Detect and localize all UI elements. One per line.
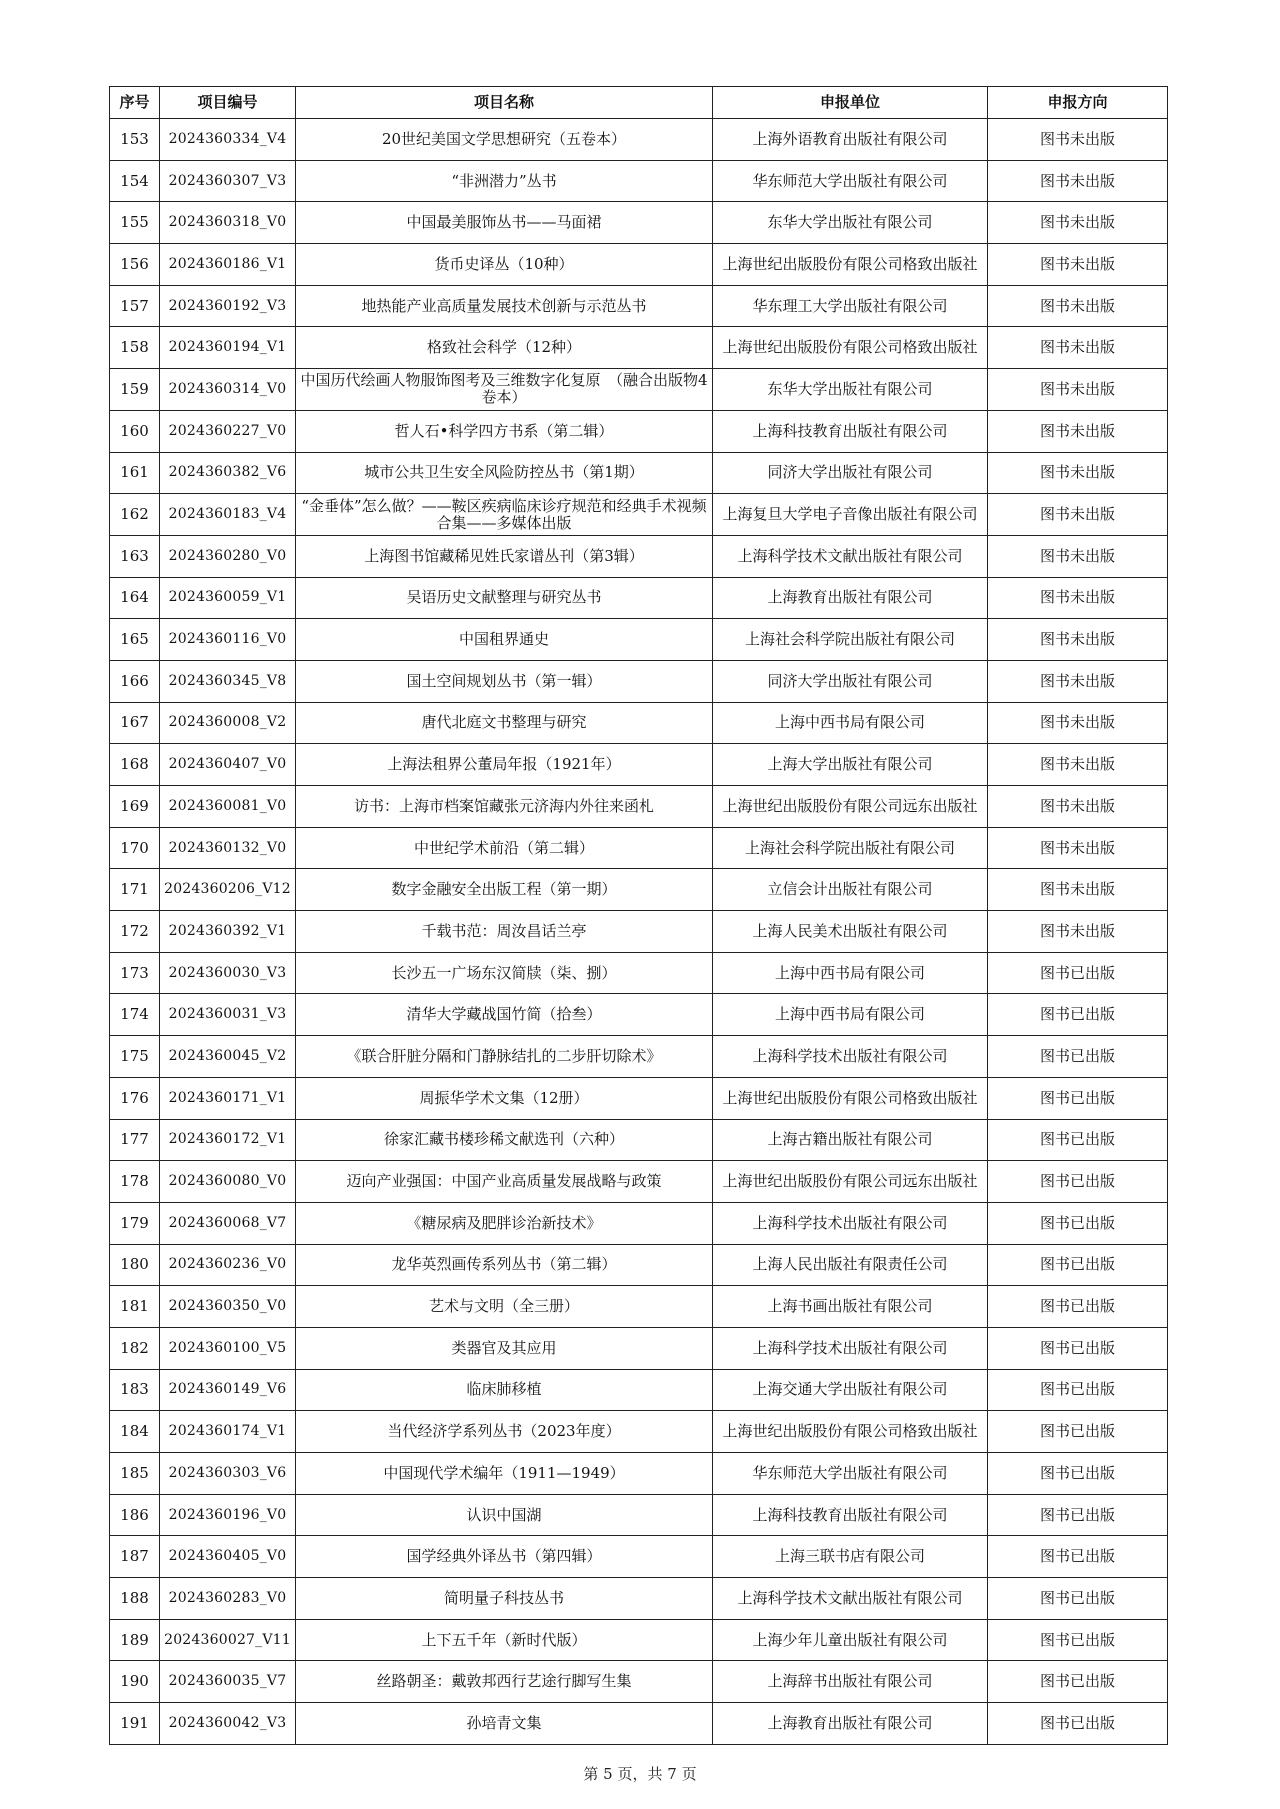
cell-project-name: 迈向产业强国：中国产业高质量发展战略与政策 [296,1161,713,1203]
cell-project-name: 清华大学藏战国竹简（拾叁） [296,994,713,1036]
cell-serial-number: 165 [110,619,160,661]
cell-category: 图书已出版 [988,1286,1168,1328]
cell-project-code: 2024360382_V6 [160,452,296,494]
cell-serial-number: 182 [110,1327,160,1369]
cell-project-code: 2024360350_V0 [160,1286,296,1328]
cell-project-code: 2024360174_V1 [160,1411,296,1453]
table-row [110,1369,1168,1411]
table-row [110,1578,1168,1620]
cell-serial-number: 158 [110,327,160,369]
cell-project-name: 《糖尿病及肥胖诊治新技术》 [296,1202,713,1244]
cell-serial-number: 184 [110,1411,160,1453]
cell-serial-number: 191 [110,1703,160,1745]
cell-serial-number: 163 [110,535,160,577]
table-row [110,619,1168,661]
cell-category: 图书未出版 [988,786,1168,828]
table-body [110,119,1168,1745]
cell-category: 图书未出版 [988,702,1168,744]
cell-serial-number: 174 [110,994,160,1036]
cell-applicant: 上海古籍出版社有限公司 [713,1119,988,1161]
cell-category: 图书未出版 [988,869,1168,911]
cell-applicant: 上海世纪出版股份有限公司格致出版社 [713,1077,988,1119]
cell-category: 图书未出版 [988,744,1168,786]
cell-project-name: 上下五千年（新时代版） [296,1619,713,1661]
cell-category: 图书已出版 [988,1327,1168,1369]
cell-applicant: 上海书画出版社有限公司 [713,1286,988,1328]
cell-project-name: 长沙五一广场东汉简牍（柒、捌） [296,952,713,994]
cell-serial-number: 156 [110,244,160,286]
header-applicant: 申报单位 [713,87,988,119]
cell-project-name: 国学经典外译丛书（第四辑） [296,1536,713,1578]
cell-project-name: 中国租界通史 [296,619,713,661]
cell-project-code: 2024360059_V1 [160,577,296,619]
cell-project-code: 2024360031_V3 [160,994,296,1036]
cell-project-code: 2024360194_V1 [160,327,296,369]
cell-project-code: 2024360334_V4 [160,119,296,161]
cell-project-code: 2024360042_V3 [160,1703,296,1745]
cell-applicant: 上海三联书店有限公司 [713,1536,988,1578]
cell-project-code: 2024360149_V6 [160,1369,296,1411]
cell-category: 图书已出版 [988,1453,1168,1495]
cell-serial-number: 171 [110,869,160,911]
table-row [110,1453,1168,1495]
table-header [110,87,1168,119]
cell-category: 图书已出版 [988,1661,1168,1703]
table-row [110,869,1168,911]
table-row [110,1286,1168,1328]
table-row [110,577,1168,619]
cell-category: 图书已出版 [988,1036,1168,1078]
cell-serial-number: 154 [110,160,160,202]
cell-applicant: 上海中西书局有限公司 [713,952,988,994]
cell-serial-number: 189 [110,1619,160,1661]
cell-project-code: 2024360318_V0 [160,202,296,244]
cell-serial-number: 185 [110,1453,160,1495]
cell-category: 图书未出版 [988,494,1168,536]
cell-serial-number: 178 [110,1161,160,1203]
table-row [110,1703,1168,1745]
cell-project-name: 中世纪学术前沿（第二辑） [296,827,713,869]
cell-project-code: 2024360307_V3 [160,160,296,202]
cell-serial-number: 175 [110,1036,160,1078]
cell-applicant: 上海科技教育出版社有限公司 [713,1494,988,1536]
table-row [110,786,1168,828]
cell-category: 图书已出版 [988,1369,1168,1411]
cell-project-name: 简明量子科技丛书 [296,1578,713,1620]
cell-project-code: 2024360100_V5 [160,1327,296,1369]
cell-serial-number: 190 [110,1661,160,1703]
table-row [110,327,1168,369]
cell-project-name: 当代经济学系列丛书（2023年度） [296,1411,713,1453]
table-row [110,1077,1168,1119]
cell-project-name: 孙培青文集 [296,1703,713,1745]
cell-serial-number: 176 [110,1077,160,1119]
table-row [110,1327,1168,1369]
cell-project-name: 国土空间规划丛书（第一辑） [296,660,713,702]
table-row [110,952,1168,994]
cell-project-name: “非洲潜力”丛书 [296,160,713,202]
cell-applicant: 上海教育出版社有限公司 [713,577,988,619]
table-row [110,1161,1168,1203]
cell-project-name: 中国现代学术编年（1911—1949） [296,1453,713,1495]
cell-category: 图书已出版 [988,1536,1168,1578]
cell-serial-number: 166 [110,660,160,702]
cell-project-code: 2024360283_V0 [160,1578,296,1620]
header-serial-number: 序号 [110,87,160,119]
cell-applicant: 上海少年儿童出版社有限公司 [713,1619,988,1661]
cell-serial-number: 161 [110,452,160,494]
cell-serial-number: 160 [110,410,160,452]
table-row [110,1536,1168,1578]
cell-project-name: 临床肺移植 [296,1369,713,1411]
cell-category: 图书未出版 [988,410,1168,452]
cell-project-code: 2024360392_V1 [160,911,296,953]
cell-applicant: 上海世纪出版股份有限公司远东出版社 [713,1161,988,1203]
table-row [110,452,1168,494]
cell-category: 图书未出版 [988,577,1168,619]
cell-project-name: 徐家汇藏书楼珍稀文献选刊（六种） [296,1119,713,1161]
table-row [110,994,1168,1036]
cell-applicant: 上海中西书局有限公司 [713,994,988,1036]
cell-serial-number: 168 [110,744,160,786]
table-row [110,1119,1168,1161]
cell-applicant: 上海世纪出版股份有限公司格致出版社 [713,327,988,369]
cell-project-code: 2024360405_V0 [160,1536,296,1578]
cell-serial-number: 186 [110,1494,160,1536]
cell-category: 图书未出版 [988,327,1168,369]
cell-applicant: 上海外语教育出版社有限公司 [713,119,988,161]
cell-category: 图书已出版 [988,1494,1168,1536]
cell-project-name: 《联合肝脏分隔和门静脉结扎的二步肝切除术》 [296,1036,713,1078]
cell-category: 图书未出版 [988,911,1168,953]
cell-applicant: 上海世纪出版股份有限公司格致出版社 [713,244,988,286]
cell-serial-number: 179 [110,1202,160,1244]
cell-project-name: 中国历代绘画人物服饰图考及三维数字化复原 （融合出版物4卷本） [296,369,713,411]
cell-applicant: 上海科学技术出版社有限公司 [713,1202,988,1244]
cell-category: 图书已出版 [988,952,1168,994]
cell-applicant: 上海辞书出版社有限公司 [713,1661,988,1703]
cell-project-name: 千载书范：周汝昌话兰亭 [296,911,713,953]
table-row [110,702,1168,744]
cell-serial-number: 167 [110,702,160,744]
cell-applicant: 上海复旦大学电子音像出版社有限公司 [713,494,988,536]
table-row [110,369,1168,411]
table-row [110,1619,1168,1661]
cell-category: 图书未出版 [988,369,1168,411]
cell-applicant: 同济大学出版社有限公司 [713,452,988,494]
table-row [110,535,1168,577]
cell-serial-number: 173 [110,952,160,994]
cell-project-name: “金垂体”怎么做？——鞍区疾病临床诊疗规范和经典手术视频合集——多媒体出版 [296,494,713,536]
cell-project-name: 访书：上海市档案馆藏张元济海内外往来函札 [296,786,713,828]
cell-category: 图书未出版 [988,244,1168,286]
cell-serial-number: 164 [110,577,160,619]
header-project-name: 项目名称 [296,87,713,119]
cell-serial-number: 187 [110,1536,160,1578]
cell-project-code: 2024360183_V4 [160,494,296,536]
header-row [110,87,1168,119]
cell-project-code: 2024360008_V2 [160,702,296,744]
table-row [110,494,1168,536]
cell-project-code: 2024360345_V8 [160,660,296,702]
cell-serial-number: 183 [110,1369,160,1411]
cell-project-name: 艺术与文明（全三册） [296,1286,713,1328]
table-row [110,1661,1168,1703]
cell-category: 图书未出版 [988,619,1168,661]
table-row [110,410,1168,452]
cell-project-code: 2024360030_V3 [160,952,296,994]
cell-project-code: 2024360116_V0 [160,619,296,661]
table-row [110,160,1168,202]
cell-project-name: 上海法租界公董局年报（1921年） [296,744,713,786]
cell-serial-number: 172 [110,911,160,953]
cell-project-code: 2024360132_V0 [160,827,296,869]
cell-project-name: 城市公共卫生安全风险防控丛书（第1期） [296,452,713,494]
cell-applicant: 上海科学技术出版社有限公司 [713,1036,988,1078]
cell-applicant: 华东师范大学出版社有限公司 [713,1453,988,1495]
cell-category: 图书未出版 [988,452,1168,494]
cell-project-code: 2024360172_V1 [160,1119,296,1161]
cell-category: 图书未出版 [988,202,1168,244]
cell-applicant: 华东师范大学出版社有限公司 [713,160,988,202]
cell-project-code: 2024360186_V1 [160,244,296,286]
cell-project-name: 龙华英烈画传系列丛书（第二辑） [296,1244,713,1286]
cell-project-code: 2024360045_V2 [160,1036,296,1078]
cell-project-name: 唐代北庭文书整理与研究 [296,702,713,744]
cell-project-code: 2024360314_V0 [160,369,296,411]
cell-category: 图书未出版 [988,119,1168,161]
cell-applicant: 上海人民美术出版社有限公司 [713,911,988,953]
cell-applicant: 同济大学出版社有限公司 [713,660,988,702]
cell-applicant: 上海科技教育出版社有限公司 [713,410,988,452]
cell-project-code: 2024360407_V0 [160,744,296,786]
cell-project-name: 上海图书馆藏稀见姓氏家谱丛刊（第3辑） [296,535,713,577]
cell-category: 图书未出版 [988,160,1168,202]
cell-category: 图书未出版 [988,827,1168,869]
cell-applicant: 上海社会科学院出版社有限公司 [713,827,988,869]
cell-applicant: 上海世纪出版股份有限公司格致出版社 [713,1411,988,1453]
cell-applicant: 东华大学出版社有限公司 [713,202,988,244]
cell-project-name: 认识中国湖 [296,1494,713,1536]
cell-category: 图书已出版 [988,1619,1168,1661]
cell-project-code: 2024360227_V0 [160,410,296,452]
cell-project-name: 20世纪美国文学思想研究（五卷本） [296,119,713,161]
cell-applicant: 上海社会科学院出版社有限公司 [713,619,988,661]
cell-project-code: 2024360206_V12 [160,869,296,911]
cell-project-code: 2024360081_V0 [160,786,296,828]
cell-applicant: 上海人民出版社有限责任公司 [713,1244,988,1286]
cell-applicant: 立信会计出版社有限公司 [713,869,988,911]
cell-category: 图书已出版 [988,1077,1168,1119]
cell-applicant: 东华大学出版社有限公司 [713,369,988,411]
table-row [110,827,1168,869]
cell-project-code: 2024360192_V3 [160,285,296,327]
table-row [110,285,1168,327]
cell-project-code: 2024360303_V6 [160,1453,296,1495]
table-row [110,202,1168,244]
cell-applicant: 上海科学技术文献出版社有限公司 [713,1578,988,1620]
cell-serial-number: 153 [110,119,160,161]
cell-category: 图书已出版 [988,1244,1168,1286]
cell-project-code: 2024360068_V7 [160,1202,296,1244]
cell-applicant: 上海大学出版社有限公司 [713,744,988,786]
cell-project-name: 丝路朝圣：戴敦邦西行艺途行脚写生集 [296,1661,713,1703]
cell-serial-number: 169 [110,786,160,828]
cell-category: 图书已出版 [988,994,1168,1036]
cell-serial-number: 157 [110,285,160,327]
cell-category: 图书已出版 [988,1202,1168,1244]
cell-category: 图书已出版 [988,1161,1168,1203]
cell-serial-number: 181 [110,1286,160,1328]
cell-category: 图书未出版 [988,285,1168,327]
cell-category: 图书已出版 [988,1703,1168,1745]
table-row [110,1202,1168,1244]
cell-category: 图书已出版 [988,1578,1168,1620]
table-row [110,119,1168,161]
cell-project-code: 2024360027_V11 [160,1619,296,1661]
cell-category: 图书未出版 [988,535,1168,577]
table-row [110,244,1168,286]
table-row [110,660,1168,702]
cell-project-code: 2024360080_V0 [160,1161,296,1203]
cell-applicant: 上海科学技术出版社有限公司 [713,1327,988,1369]
table-row [110,911,1168,953]
cell-serial-number: 188 [110,1578,160,1620]
cell-serial-number: 159 [110,369,160,411]
table-row [110,1411,1168,1453]
cell-applicant: 华东理工大学出版社有限公司 [713,285,988,327]
cell-applicant: 上海交通大学出版社有限公司 [713,1369,988,1411]
table-row [110,1244,1168,1286]
header-category: 申报方向 [988,87,1168,119]
cell-project-name: 地热能产业高质量发展技术创新与示范丛书 [296,285,713,327]
cell-project-code: 2024360236_V0 [160,1244,296,1286]
cell-serial-number: 170 [110,827,160,869]
cell-project-code: 2024360196_V0 [160,1494,296,1536]
cell-project-code: 2024360035_V7 [160,1661,296,1703]
cell-project-code: 2024360171_V1 [160,1077,296,1119]
cell-project-code: 2024360280_V0 [160,535,296,577]
page-number: 第 5 页，共 7 页 [583,1765,697,1783]
cell-category: 图书已出版 [988,1411,1168,1453]
cell-project-name: 吴语历史文献整理与研究丛书 [296,577,713,619]
cell-category: 图书已出版 [988,1119,1168,1161]
cell-project-name: 类器官及其应用 [296,1327,713,1369]
cell-project-name: 哲人石•科学四方书系（第二辑） [296,410,713,452]
cell-applicant: 上海中西书局有限公司 [713,702,988,744]
cell-project-name: 格致社会科学（12种） [296,327,713,369]
cell-serial-number: 180 [110,1244,160,1286]
cell-applicant: 上海世纪出版股份有限公司远东出版社 [713,786,988,828]
header-project-code: 项目编号 [160,87,296,119]
table-row [110,1036,1168,1078]
cell-serial-number: 162 [110,494,160,536]
cell-project-name: 周振华学术文集（12册） [296,1077,713,1119]
cell-serial-number: 177 [110,1119,160,1161]
cell-project-name: 数字金融安全出版工程（第一期） [296,869,713,911]
table-row [110,1494,1168,1536]
cell-project-name: 中国最美服饰丛书——马面裙 [296,202,713,244]
cell-serial-number: 155 [110,202,160,244]
cell-category: 图书未出版 [988,660,1168,702]
cell-project-name: 货币史译丛（10种） [296,244,713,286]
table-row [110,744,1168,786]
project-table [109,86,1168,1745]
cell-applicant: 上海科学技术文献出版社有限公司 [713,535,988,577]
cell-applicant: 上海教育出版社有限公司 [713,1703,988,1745]
